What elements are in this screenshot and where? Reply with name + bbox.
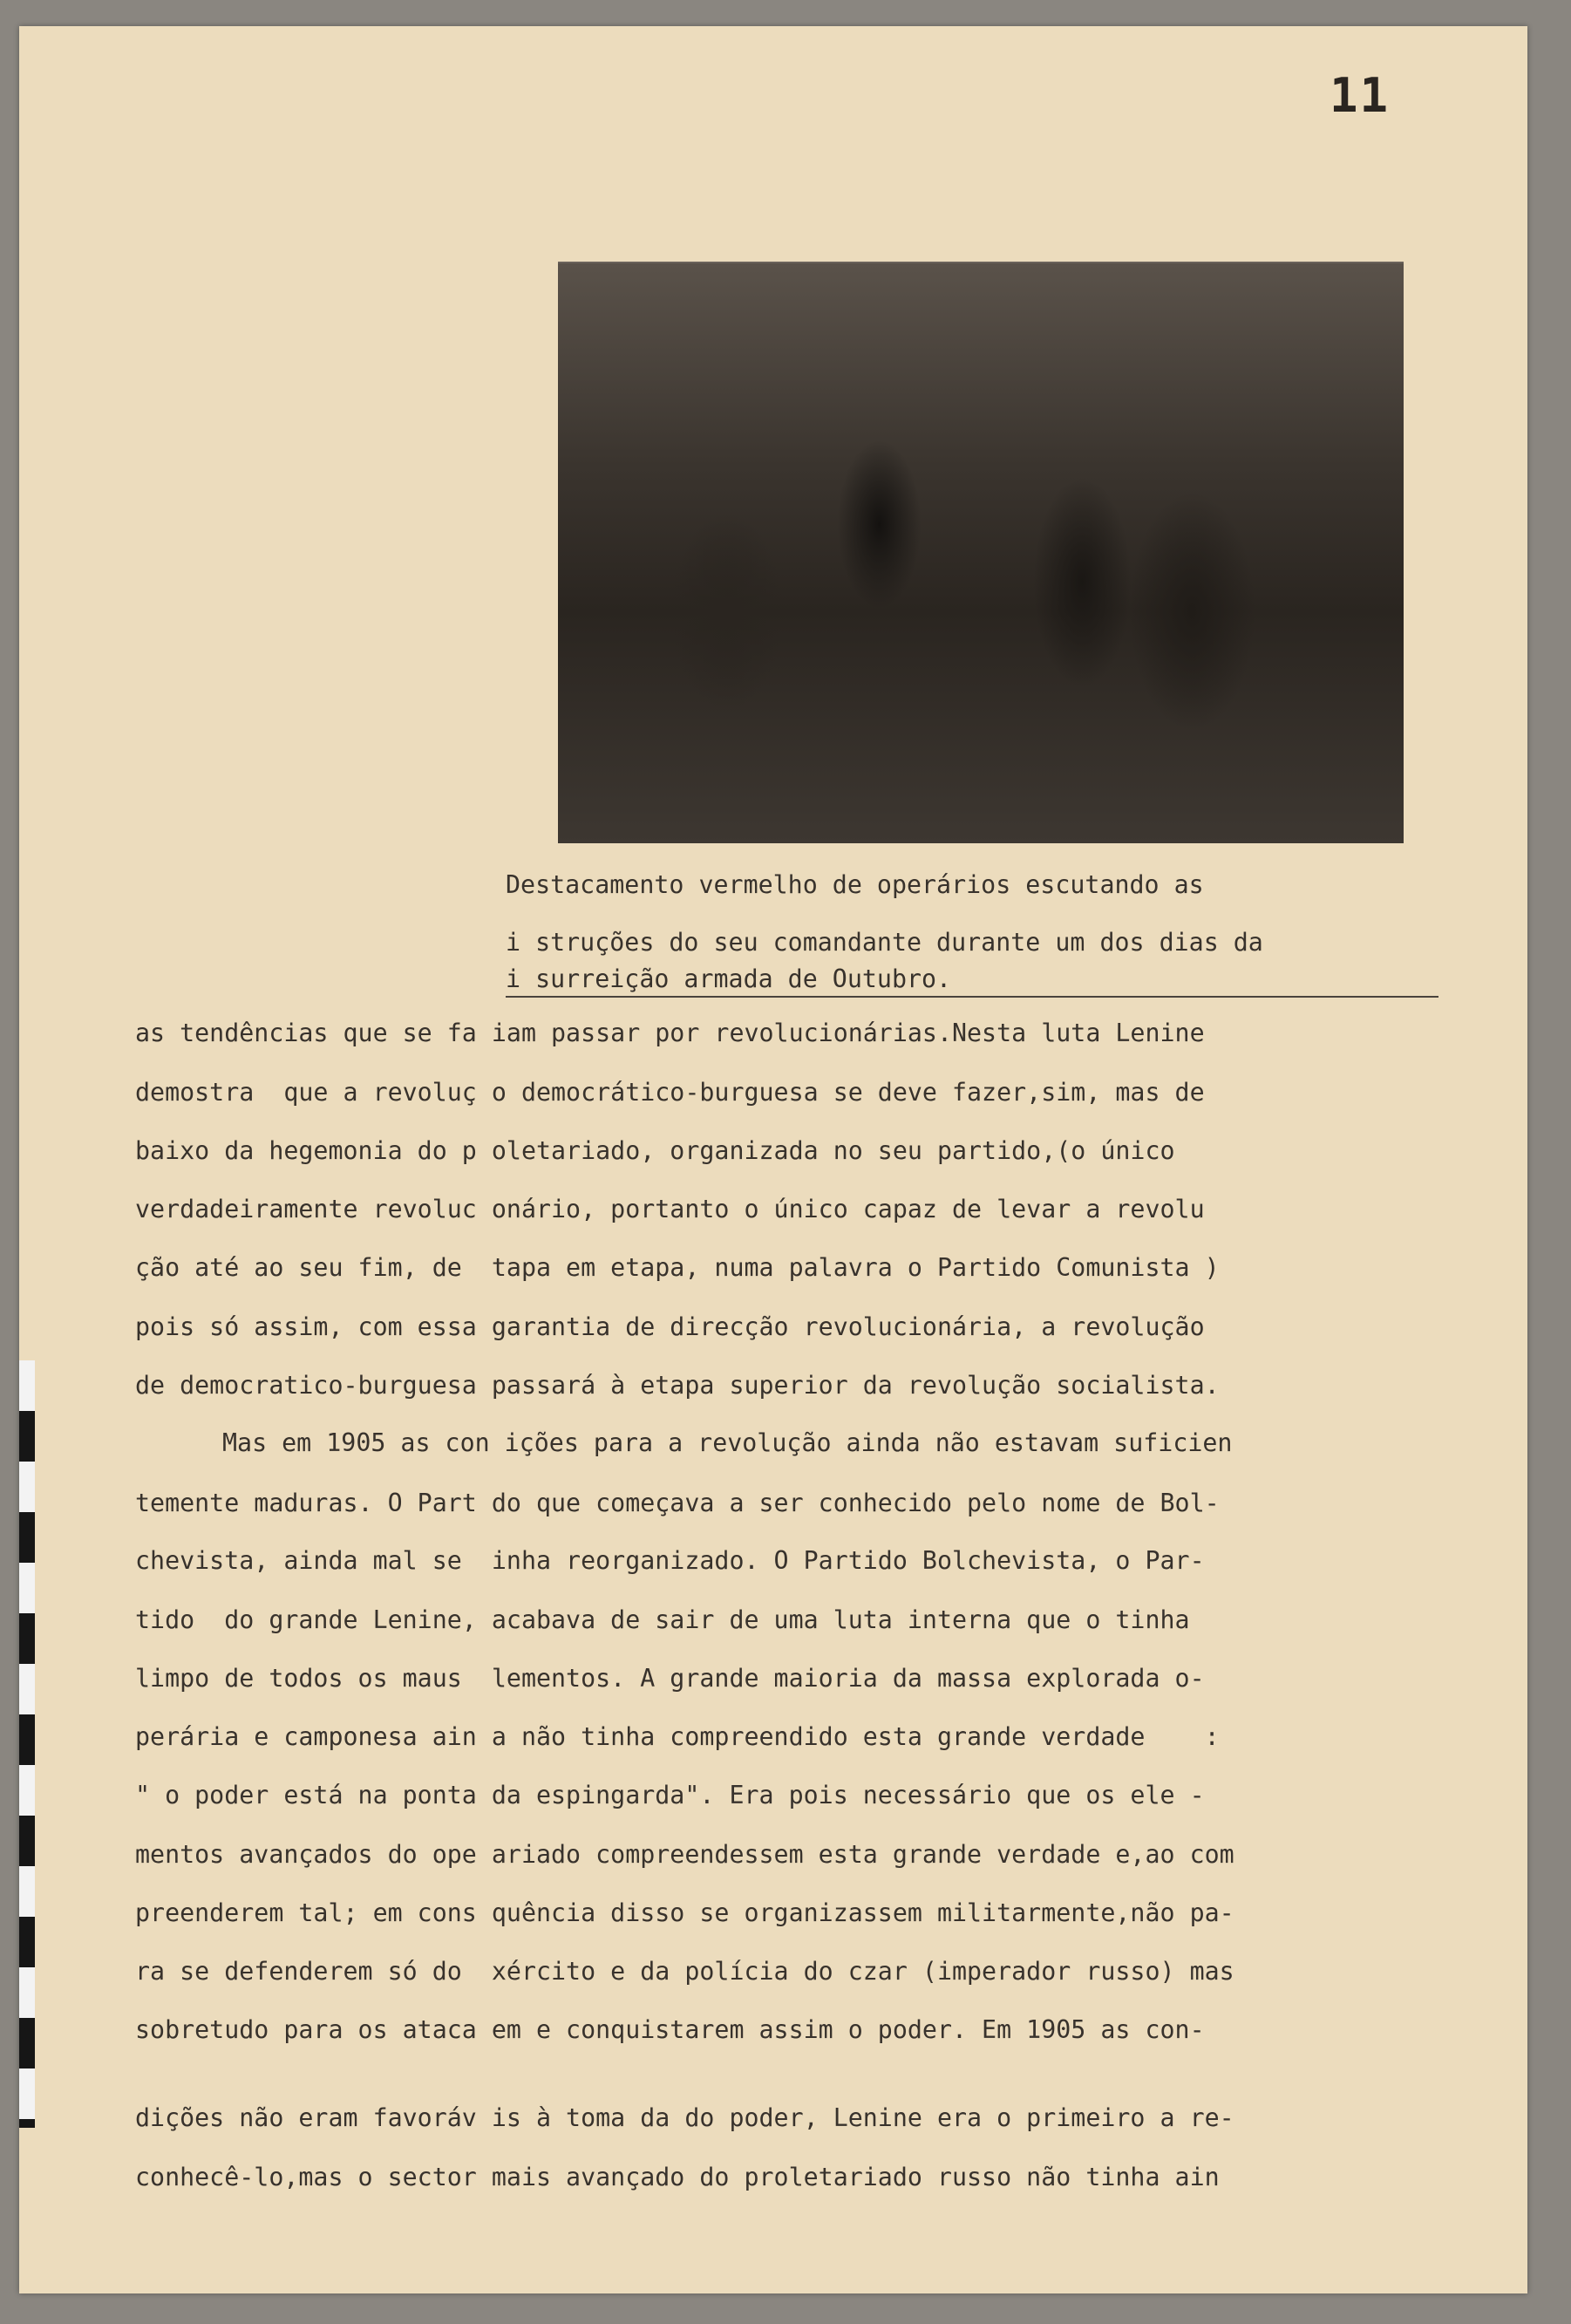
caption-line: i struções do seu comandante durante um dos dias da — [506, 928, 1263, 957]
text-line: " o poder está na ponta da espingarda". Era pois necessário que os ele - — [135, 1781, 1205, 1809]
text-line: ra se defenderem só do xército e da polícia do czar (imperador russo) mas — [135, 1957, 1234, 1986]
text-line: baixo da hegemonia do p oletariado, organizada no seu partido,(o único — [135, 1136, 1175, 1165]
text-line: dições não eram favoráv is à toma da do poder, Lenine era o primeiro a re- — [135, 2103, 1234, 2132]
text-line: as tendências que se fa iam passar por revolucionárias.Nesta luta Lenine — [135, 1019, 1205, 1047]
text-line: temente maduras. O Part do que começava a ser conhecido pelo nome de Bol- — [135, 1489, 1220, 1517]
text-line: pois só assim, com essa garantia de direcção revolucionária, a revolução — [135, 1312, 1205, 1341]
text-line: conhecê-lo,mas o sector mais avançado do proletariado russo não tinha ain — [135, 2163, 1220, 2191]
page-number: 11 — [1330, 68, 1391, 123]
text-line: limpo de todos os maus lementos. A grande maioria da massa explorada o- — [135, 1664, 1205, 1693]
text-line: preenderem tal; em cons quência disso se organizassem militarmente,não pa- — [135, 1898, 1234, 1927]
text-line: demostra que a revoluç o democrático-burguesa se deve fazer,sim, mas de — [135, 1078, 1205, 1107]
text-line: sobretudo para os ataca em e conquistarem assim o poder. Em 1905 as con- — [135, 2015, 1205, 2044]
text-line: perária e camponesa ain a não tinha compreendido esta grande verdade : — [135, 1722, 1220, 1751]
text-line: de democratico-burguesa passará à etapa superior da revolução socialista. — [135, 1371, 1220, 1400]
text-line: mentos avançados do ope ariado compreendessem esta grande verdade e,ao com — [135, 1840, 1234, 1869]
text-line: ção até ao seu fim, de tapa em etapa, numa palavra o Partido Comunista ) — [135, 1253, 1220, 1282]
text-line: Mas em 1905 as con ições para a revolução ainda não estavam suficien — [222, 1428, 1233, 1457]
text-line: verdadeiramente revoluc onário, portanto o único capaz de levar a revolu — [135, 1195, 1205, 1223]
text-line: tido do grande Lenine, acabava de sair de uma luta interna que o tinha — [135, 1605, 1190, 1634]
caption-line: i surreição armada de Outubro. — [506, 964, 952, 993]
caption-line: Destacamento vermelho de operários escutando as — [506, 870, 1204, 899]
text-line: chevista, ainda mal se inha reorganizado. O Partido Bolchevista, o Par- — [135, 1546, 1205, 1575]
